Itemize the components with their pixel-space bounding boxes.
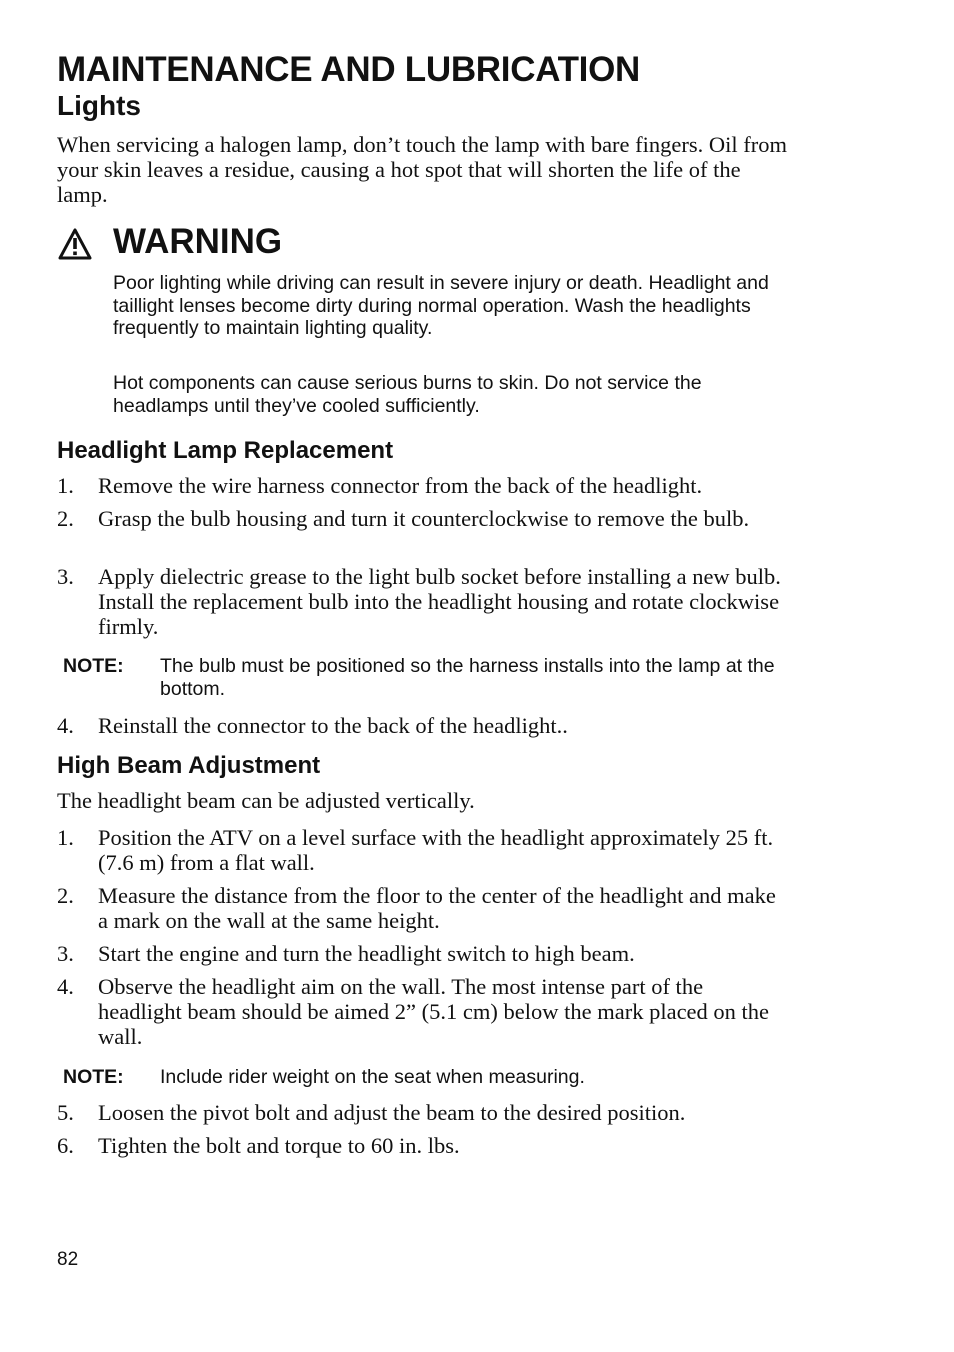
step-text: Start the engine and turn the headlight switch to high beam.	[98, 941, 635, 966]
step-text: Grasp the bulb housing and turn it counterclockwise to remove the bulb.	[98, 506, 750, 531]
step-number: 2.	[57, 883, 74, 908]
step-text: Measure the distance from the floor to the center of the headlight and make a mark on the wall at the same height.	[98, 883, 776, 933]
step-number: 3.	[57, 564, 74, 589]
step-number: 3.	[57, 941, 74, 966]
warning-title: WARNING	[113, 222, 283, 261]
step-text: Tighten the bolt and torque to 60 in. lbs.	[98, 1133, 460, 1158]
step-number: 4.	[57, 974, 74, 999]
step-number: 1.	[57, 825, 74, 850]
note-label: NOTE:	[63, 1066, 124, 1088]
section-title: MAINTENANCE AND LUBRICATION	[57, 50, 640, 89]
note-text: Include rider weight on the seat when measuring.	[160, 1066, 585, 1088]
step-number: 1.	[57, 473, 74, 498]
step-number: 2.	[57, 506, 74, 531]
note-label: NOTE:	[63, 655, 124, 677]
page-number: 82	[57, 1249, 79, 1270]
step-text: Apply dielectric grease to the light bulb socket before installing a new bulb. Install the replacement bulb into the headlight housing and rotate clockwise firmly.	[98, 564, 781, 639]
step-text: Observe the headlight aim on the wall. The most intense part of the headlight beam should be aimed 2” (5.1 cm) below the mark placed on the wall.	[98, 974, 770, 1049]
step-number: 6.	[57, 1133, 74, 1158]
subsection-title: Lights	[57, 90, 141, 121]
step-text: Position the ATV on a level surface with the headlight approximately 25 ft. (7.6 m) from a flat wall.	[98, 825, 774, 875]
step-number: 5.	[57, 1100, 74, 1125]
step-text: Loosen the pivot bolt and adjust the beam to the desired position.	[98, 1100, 686, 1125]
step-text: Remove the wire harness connector from the back of the headlight.	[98, 473, 703, 498]
high-beam-intro: The headlight beam can be adjusted vertically.	[57, 788, 475, 813]
high-beam-heading: High Beam Adjustment	[57, 752, 321, 779]
step-number: 4.	[57, 713, 74, 738]
step-text: Reinstall the connector to the back of the headlight..	[98, 713, 568, 738]
warning-paragraph: Poor lighting while driving can result in severe injury or death. Headlight and taillight lenses become dirty during normal operation. Wash the headlights frequently to maintain lighting quality.	[113, 272, 769, 339]
intro-paragraph: When servicing a halogen lamp, don’t touch the lamp with bare fingers. Oil from your skin leaves a residue, causing a hot spot that will shorten the life of the lamp.	[57, 132, 788, 207]
warning-triangle-icon	[58, 228, 92, 260]
note-text: The bulb must be positioned so the harness installs into the lamp at the bottom.	[160, 655, 775, 700]
warning-paragraph: Hot components can cause serious burns to skin. Do not service the headlamps until they’ve cooled sufficiently.	[113, 372, 702, 417]
headlight-replacement-heading: Headlight Lamp Replacement	[57, 437, 394, 464]
